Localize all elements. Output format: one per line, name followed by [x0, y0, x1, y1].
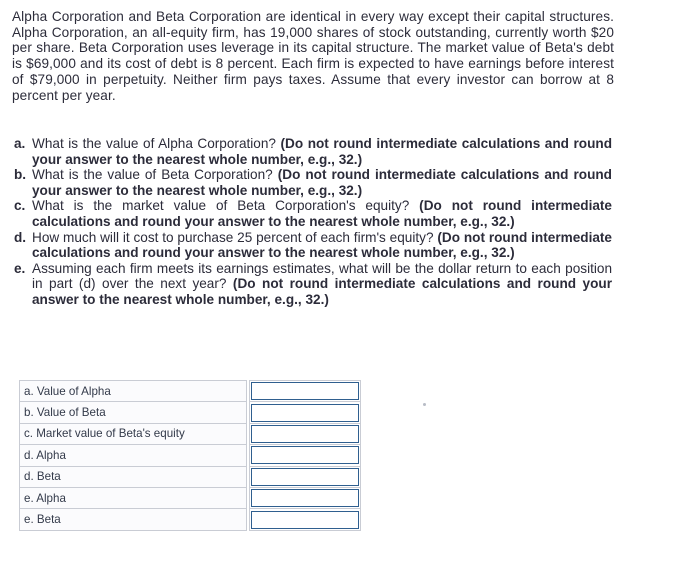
row-label: c. Market value of Beta's equity	[20, 423, 247, 444]
answer-input-e-alpha[interactable]	[251, 489, 359, 507]
question-letter: c.	[14, 198, 26, 214]
problem-statement: Alpha Corporation and Beta Corporation are identical in every way except their capital structures. Alpha Corporation, an all-equity firm, has 19,000 shares of stock outstanding, currently worth $20 per share. Beta Corporation uses leverage in its capital structure. The market value of Beta's debt is $69,000 and its cost of debt is 8 percent. Each firm is expected to have earnings before interest of $79,000 in perpetuity. Neither firm pays taxes. Assume that every investor can borrow at 8 percent per year.	[12, 9, 614, 103]
row-label: a. Value of Alpha	[20, 381, 247, 402]
answer-input-e-beta[interactable]	[251, 511, 359, 529]
question-d	[14, 230, 612, 261]
table-row	[20, 423, 361, 444]
row-label: e. Beta	[20, 509, 247, 530]
question-e	[14, 261, 612, 308]
answer-input-beta-equity[interactable]	[251, 425, 359, 443]
question-text: What is the value of Alpha Corporation?	[32, 136, 276, 151]
question-letter: b.	[14, 167, 27, 183]
question-text: Assuming each firm meets its earnings estimates, what will be the dollar return to each position in part (d) over the next year?	[32, 260, 612, 292]
table-row	[20, 381, 361, 402]
table-row	[20, 445, 361, 466]
question-letter: d.	[14, 229, 27, 245]
question-instruction: (Do not round intermediate calculations and round your answer to the nearest whole number, e.g., 32.)	[32, 198, 612, 229]
table-row	[20, 466, 361, 487]
row-label: e. Alpha	[20, 487, 247, 508]
row-label: b. Value of Beta	[20, 402, 247, 423]
answer-input-d-beta[interactable]	[251, 468, 359, 486]
question-instruction: (Do not round intermediate calculations and round your answer to the nearest whole number, e.g., 32.)	[32, 136, 613, 167]
row-label: d. Beta	[20, 466, 247, 487]
question-letter: a.	[14, 136, 26, 151]
question-letter: e.	[14, 260, 26, 276]
question-b	[14, 167, 612, 198]
stray-dot	[423, 403, 426, 406]
row-label: d. Alpha	[20, 445, 247, 466]
question-instruction: (Do not round intermediate calculations and round your answer to the nearest whole number, e.g., 32.)	[32, 276, 612, 307]
answer-table	[19, 380, 361, 531]
answer-input-d-alpha[interactable]	[251, 446, 359, 464]
question-a	[14, 136, 612, 167]
table-row	[20, 509, 361, 530]
answer-input-value-of-alpha[interactable]	[251, 382, 359, 400]
question-text: What is the value of Beta Corporation?	[32, 167, 273, 183]
table-row	[20, 402, 361, 423]
question-text: What is the market value of Beta Corporation's equity?	[32, 198, 410, 214]
question-c	[14, 198, 612, 229]
question-text: How much will it cost to purchase 25 percent of each firm's equity?	[32, 229, 434, 245]
question-instruction: (Do not round intermediate calculations and round your answer to the nearest whole number, e.g., 32.)	[32, 167, 612, 198]
question-instruction: (Do not round intermediate calculations and round your answer to the nearest whole number, e.g., 32.)	[32, 229, 612, 261]
answer-input-value-of-beta[interactable]	[251, 404, 359, 422]
table-row	[20, 487, 361, 508]
question-list	[14, 136, 612, 308]
